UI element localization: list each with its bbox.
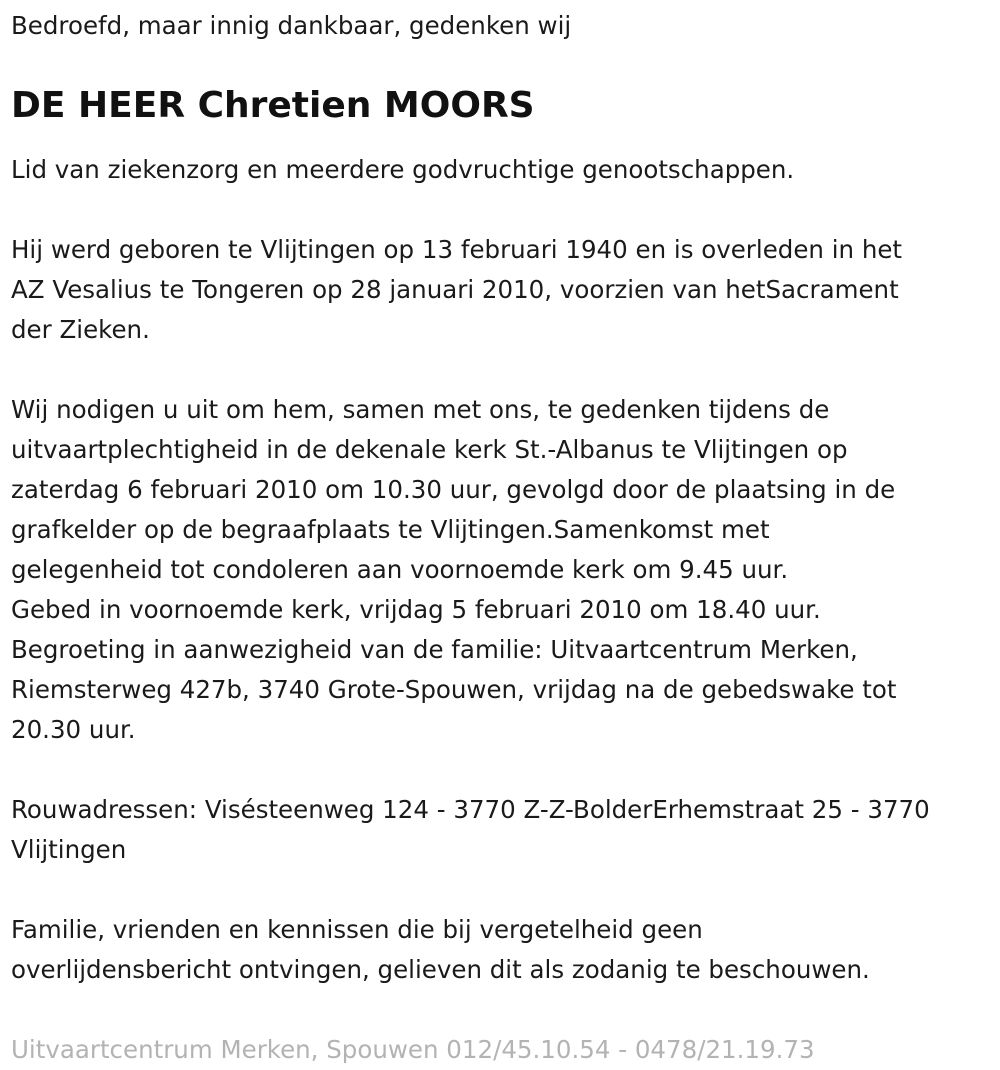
- funeral-paragraph: [11, 390, 996, 750]
- mourning-addresses: [11, 790, 996, 870]
- birth-line: Hij werd geboren te Vlijtingen op 13 februari 1940 en is overleden in het: [11, 235, 903, 265]
- birth-line: AZ Vesalius te Tongeren op 28 januari 2010, voorzien van hetSacrament: [11, 275, 899, 305]
- funeral-home-footer: Uitvaartcentrum Merken, Spouwen 012/45.10.54 - 0478/21.19.73: [11, 1035, 815, 1065]
- address-line: Vlijtingen: [11, 835, 127, 865]
- birth-paragraph: [11, 230, 996, 350]
- deceased-name: DE HEER Chretien MOORS: [11, 85, 535, 126]
- spacer: [11, 350, 996, 390]
- notice-line: overlijdensbericht ontvingen, gelieven dit als zodanig te beschouwen.: [11, 955, 870, 985]
- funeral-line: uitvaartplechtigheid in de dekenale kerk St.-Albanus te Vlijtingen op: [11, 435, 848, 465]
- funeral-line: Begroeting in aanwezigheid van de familie: Uitvaartcentrum Merken,: [11, 635, 858, 665]
- intro-text: Bedroefd, maar innig dankbaar, gedenken wij: [11, 11, 572, 40]
- birth-line: der Zieken.: [11, 315, 150, 345]
- funeral-line: Riemsterweg 427b, 3740 Grote-Spouwen, vrijdag na de gebedswake tot: [11, 675, 897, 705]
- membership-text: Lid van ziekenzorg en meerdere godvruchtige genootschappen.: [11, 155, 795, 185]
- notice-paragraph: [11, 910, 996, 990]
- funeral-line: 20.30 uur.: [11, 715, 136, 745]
- address-line: Rouwadressen: Visésteenweg 124 - 3770 Z-Z-BolderErhemstraat 25 - 3770: [11, 795, 930, 825]
- spacer: [11, 190, 996, 230]
- spacer: [11, 990, 996, 1030]
- funeral-line: Wij nodigen u uit om hem, samen met ons, te gedenken tijdens de: [11, 395, 830, 425]
- obituary-notice: [11, 6, 996, 1070]
- funeral-line: Gebed in voornoemde kerk, vrijdag 5 februari 2010 om 18.40 uur.: [11, 595, 821, 625]
- spacer: [11, 750, 996, 790]
- funeral-line: gelegenheid tot condoleren aan voornoemde kerk om 9.45 uur.: [11, 555, 789, 585]
- spacer: [11, 870, 996, 910]
- funeral-line: grafkelder op de begraafplaats te Vlijtingen.Samenkomst met: [11, 515, 770, 545]
- notice-line: Familie, vrienden en kennissen die bij vergetelheid geen: [11, 915, 703, 945]
- funeral-line: zaterdag 6 februari 2010 om 10.30 uur, gevolgd door de plaatsing in de: [11, 475, 896, 505]
